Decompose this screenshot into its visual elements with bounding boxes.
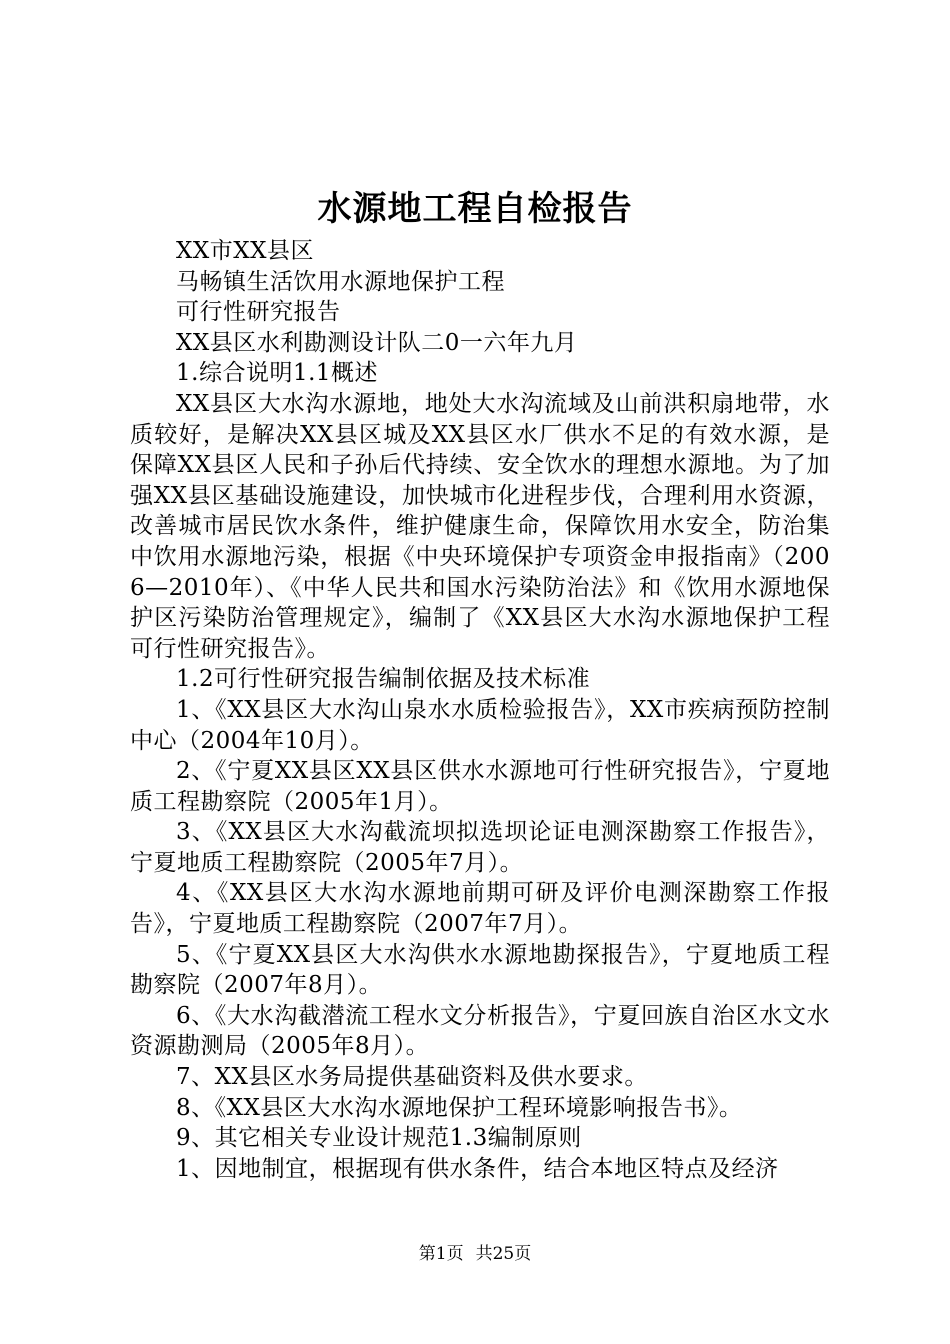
page-total: 共25页 (475, 1244, 532, 1264)
list-item: 2、《宁夏XX县区XX县区供水水源地可行性研究报告》，宁夏地质工程勘察院（2005年1月）。 (130, 758, 830, 815)
list-item: 6、《大水沟截潜流工程水文分析报告》，宁夏回族自治区水文水资源勘测局（2005年8月）。 (130, 1002, 830, 1060)
section-heading: 1.2可行性研究报告编制依据及技术标准 (176, 666, 591, 693)
document-title: 水源地工程自检报告 (317, 189, 633, 229)
list-item: 3、《XX县区大水沟截流坝拟选坝论证电测深勘察工作报告》，宁夏地质工程勘察院（2005年7月）。 (130, 819, 830, 876)
list-item: 1、《XX县区大水沟山泉水水质检验报告》，XX市疾病预防控制中心（2004年10月）。 (130, 696, 830, 754)
paragraph: XX县区水利勘测设计队二0一六年九月 (176, 329, 578, 356)
list-item: 1、因地制宜，根据现有供水条件，结合本地区特点及经济 (176, 1155, 779, 1182)
list-item: 8、《XX县区大水沟水源地保护工程环境影响报告书》。 (176, 1094, 743, 1121)
list-item: 4、《XX县区大水沟水源地前期可研及评价电测深勘察工作报告》，宁夏地质工程勘察院（2007年7月）。 (130, 880, 830, 938)
list-item: 5、《宁夏XX县区大水沟供水水源地勘探报告》，宁夏地质工程勘察院（2007年8月）。 (130, 941, 830, 999)
paragraph: XX县区大水沟水源地，地处大水沟流域及山前洪积扇地带，水质较好，是解决XX县区城及XX县区水厂供水不足的有效水源，是保障XX县区人民和子孙后代持续、安全饮水的理想水源地。为了加强XX县区基础设施建设，加快城市化进程步伐，合理利用水资源，改善城市居民饮水条件，维护健康生命，保障饮用水安全，防治集中饮用水源地污染，根据《中央环境保护专项资金申报指南》（2006—2010年）、《中华人民共和国水污染防治法》和《饮用水源地保护区污染防治管理规定》，编制了《XX县区大水沟水源地保护工程可行性研究报告》。 (130, 390, 830, 662)
list-item: 7、XX县区水务局提供基础资料及供水要求。 (176, 1064, 648, 1091)
page-number: 第1页 (418, 1244, 464, 1264)
paragraph: 可行性研究报告 (176, 299, 341, 326)
list-item: 9、其它相关专业设计规范1.3编制原则 (176, 1125, 582, 1152)
paragraph: XX市XX县区 (176, 238, 314, 264)
section-heading: 1.综合说明1.1概述 (176, 360, 379, 387)
document-body (130, 236, 830, 1184)
page-footer (0, 1242, 950, 1266)
paragraph: 马畅镇生活饮用水源地保护工程 (176, 268, 505, 295)
